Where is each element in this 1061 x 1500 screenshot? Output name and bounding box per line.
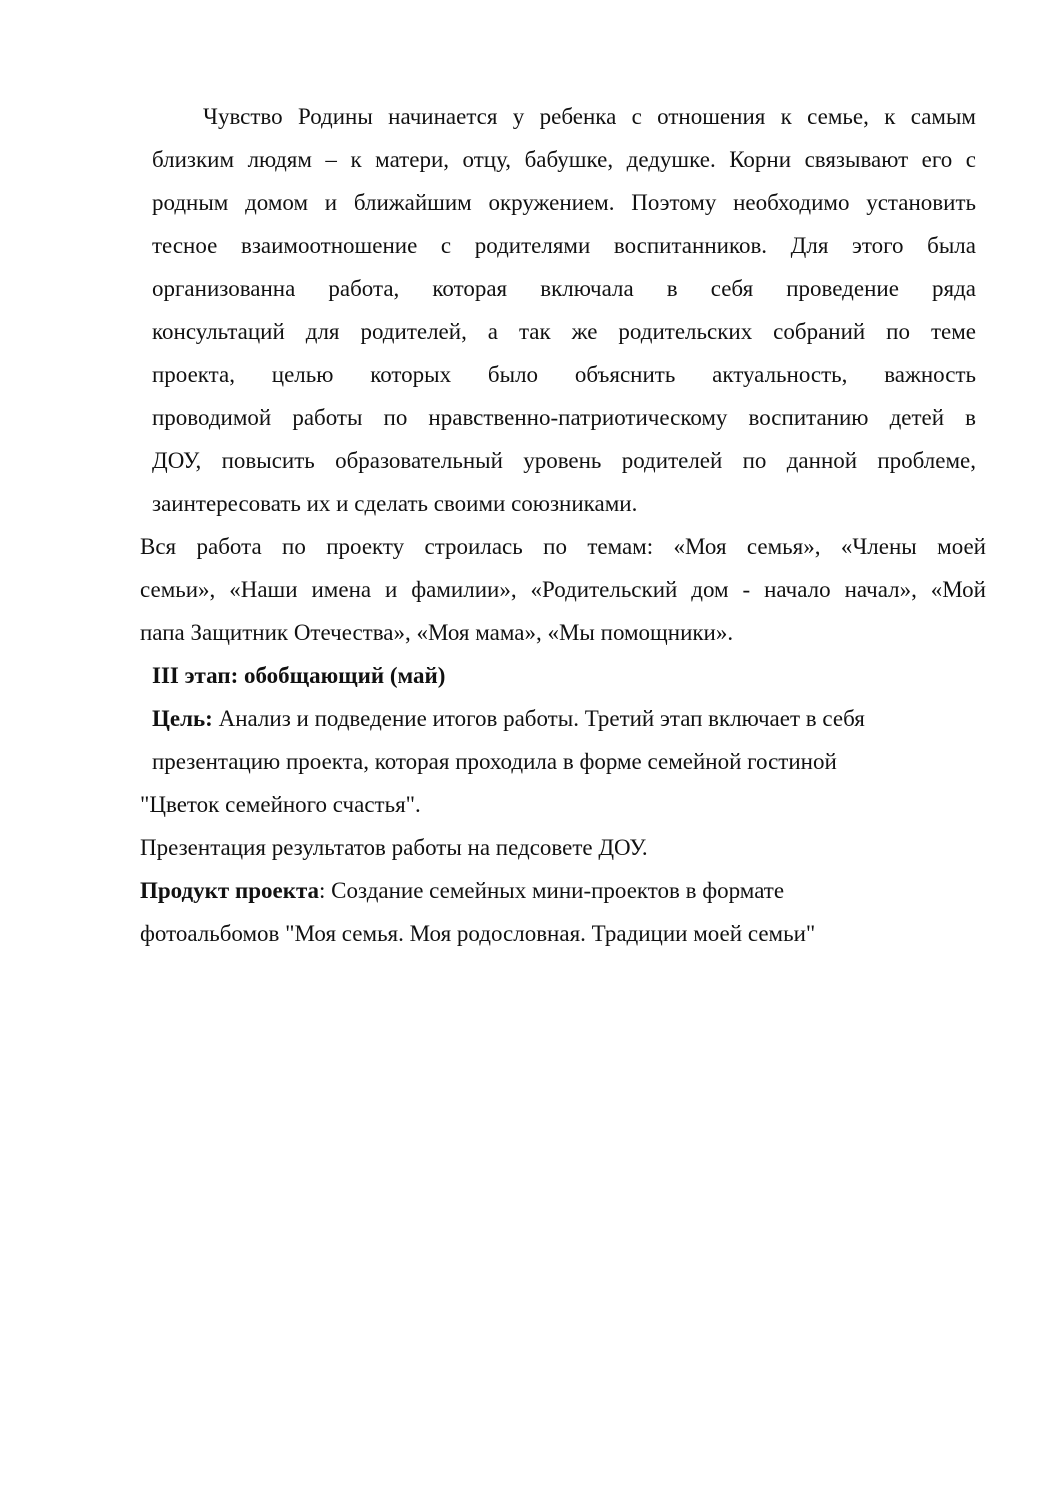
goal-line-2: презентацию проекта, которая проходила в форме семейной гостиной bbox=[152, 749, 837, 774]
product-text: : Создание семейных мини-проектов в формате bbox=[319, 878, 785, 903]
paragraph-1-line-1: Чувство Родины начинается у ребенка с отношения к семье, к самым bbox=[203, 104, 976, 129]
product-line-2: фотоальбомов "Моя семья. Моя родословная. Традиции моей семьи" bbox=[140, 921, 816, 946]
goal-label: Цель: bbox=[152, 706, 213, 731]
product-line-1 bbox=[140, 876, 986, 906]
goal-line-3: "Цветок семейного счастья". bbox=[140, 792, 421, 817]
paragraph-1-line-6: консультаций для родителей, а так же родительских собраний по теме bbox=[152, 319, 976, 344]
paragraph-2-line-3: папа Защитник Отечества», «Моя мама», «Мы помощники». bbox=[140, 620, 734, 645]
stage-heading: III этап: обобщающий (май) bbox=[152, 663, 446, 688]
paragraph-1-line-8: проводимой работы по нравственно-патриотическому воспитанию детей в bbox=[152, 405, 976, 430]
paragraph-2-line-1: Вся работа по проекту строилась по темам: «Моя семья», «Члены моей bbox=[140, 534, 986, 559]
paragraph-1-line-10: заинтересовать их и сделать своими союзниками. bbox=[152, 491, 638, 516]
goal-text: Анализ и подведение итогов работы. Третий этап включает в себя bbox=[212, 706, 865, 731]
paragraph-2-line-2: семьи», «Наши имена и фамилии», «Родительский дом - начало начал», «Мой bbox=[140, 577, 986, 602]
paragraph-1-line-2: близким людям – к матери, отцу, бабушке, дедушке. Корни связывают его с bbox=[152, 147, 976, 172]
paragraph-1-line-4: тесное взаимоотношение с родителями воспитанников. Для этого была bbox=[152, 233, 976, 258]
paragraph-1-line-5: организованна работа, которая включала в себя проведение ряда bbox=[152, 276, 976, 301]
paragraph-1-line-7: проекта, целью которых было объяснить актуальность, важность bbox=[152, 362, 976, 387]
presentation-line: Презентация результатов работы на педсовете ДОУ. bbox=[140, 835, 648, 860]
goal-line-1 bbox=[152, 704, 976, 734]
paragraph-1-line-3: родным домом и ближайшим окружением. Поэтому необходимо установить bbox=[152, 190, 976, 215]
product-label: Продукт проекта bbox=[140, 878, 320, 903]
paragraph-1-line-9: ДОУ, повысить образовательный уровень родителей по данной проблеме, bbox=[152, 448, 976, 473]
